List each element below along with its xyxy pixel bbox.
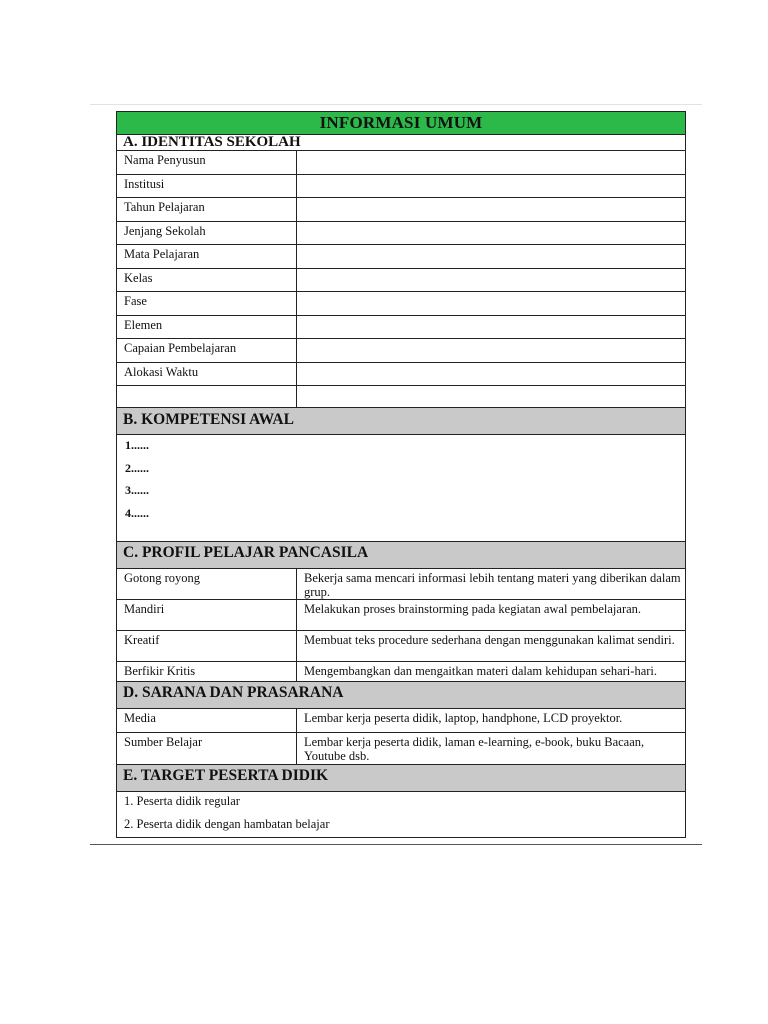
row-label: Berfikir Kritis: [117, 662, 297, 681]
field-label: Alokasi Waktu: [117, 363, 297, 386]
section-a-table: [117, 151, 685, 407]
field-label: Jenjang Sekolah: [117, 222, 297, 245]
field-label: Institusi: [117, 175, 297, 198]
row-label: Media: [117, 709, 297, 732]
field-value: [297, 386, 685, 407]
table-row: [117, 292, 685, 316]
list-item: 2. Peserta didik dengan hambatan belajar: [124, 817, 330, 831]
table-row: [117, 316, 685, 340]
row-label: Gotong royong: [117, 569, 297, 599]
section-e-list: [117, 792, 685, 837]
field-value: [297, 292, 685, 315]
document-title: INFORMASI UMUM: [117, 112, 685, 135]
bottom-divider: [90, 844, 702, 845]
table-row: [117, 733, 685, 764]
row-description: Lembar kerja peserta didik, laptop, handphone, LCD proyektor.: [304, 711, 623, 725]
row-description: Membuat teks procedure sederhana dengan menggunakan kalimat sendiri.: [304, 633, 675, 647]
row-label: Sumber Belajar: [117, 733, 297, 764]
row-description: Melakukan proses brainstorming pada kegiatan awal pembelajaran.: [304, 602, 642, 616]
table-row: [117, 631, 685, 662]
top-divider: [90, 104, 702, 105]
section-b-list: [117, 435, 685, 541]
list-item: 3......: [125, 483, 149, 497]
field-label: [117, 386, 297, 407]
table-row: [117, 269, 685, 293]
field-label: Fase: [117, 292, 297, 315]
row-label: Kreatif: [117, 631, 297, 661]
table-row: [117, 222, 685, 246]
section-c-table: [117, 569, 685, 681]
field-value: [297, 269, 685, 292]
list-item: 4......: [125, 505, 149, 520]
field-value: [297, 151, 685, 174]
section-e-heading: E. TARGET PESERTA DIDIK: [117, 764, 685, 792]
table-row: [117, 198, 685, 222]
row-description: Mengembangkan dan mengaitkan materi dalam kehidupan sehari-hari.: [304, 664, 657, 678]
list-item: 1. Peserta didik regular: [124, 794, 240, 808]
list-item: 2......: [125, 460, 149, 475]
row-description: Bekerja sama mencari informasi lebih tentang materi yang diberikan dalam grup.: [304, 571, 681, 599]
table-row: [117, 662, 685, 681]
section-b-heading: B. KOMPETENSI AWAL: [117, 407, 685, 435]
field-label: Tahun Pelajaran: [117, 198, 297, 221]
field-value: [297, 339, 685, 362]
field-value: [297, 245, 685, 268]
row-label: Mandiri: [117, 600, 297, 630]
field-label: Kelas: [117, 269, 297, 292]
table-row: [117, 386, 685, 407]
table-row: [117, 569, 685, 600]
field-label: Elemen: [117, 316, 297, 339]
field-label: Mata Pelajaran: [117, 245, 297, 268]
table-row: [117, 245, 685, 269]
list-item: 1......: [125, 438, 149, 452]
field-value: [297, 316, 685, 339]
document-table: [116, 111, 686, 838]
field-label: Nama Penyusun: [117, 151, 297, 174]
section-d-table: [117, 709, 685, 764]
section-c-heading: C. PROFIL PELAJAR PANCASILA: [117, 541, 685, 569]
table-row: [117, 709, 685, 733]
table-row: [117, 339, 685, 363]
table-row: [117, 175, 685, 199]
section-d-heading: D. SARANA DAN PRASARANA: [117, 681, 685, 709]
section-a-heading: A. IDENTITAS SEKOLAH: [117, 135, 685, 151]
table-row: [117, 363, 685, 387]
row-description: Lembar kerja peserta didik, laman e-learning, e-book, buku Bacaan, Youtube dsb.: [304, 735, 645, 763]
field-label: Capaian Pembelajaran: [117, 339, 297, 362]
field-value: [297, 175, 685, 198]
field-value: [297, 222, 685, 245]
table-row: [117, 151, 685, 175]
field-value: [297, 198, 685, 221]
field-value: [297, 363, 685, 386]
table-row: [117, 600, 685, 631]
